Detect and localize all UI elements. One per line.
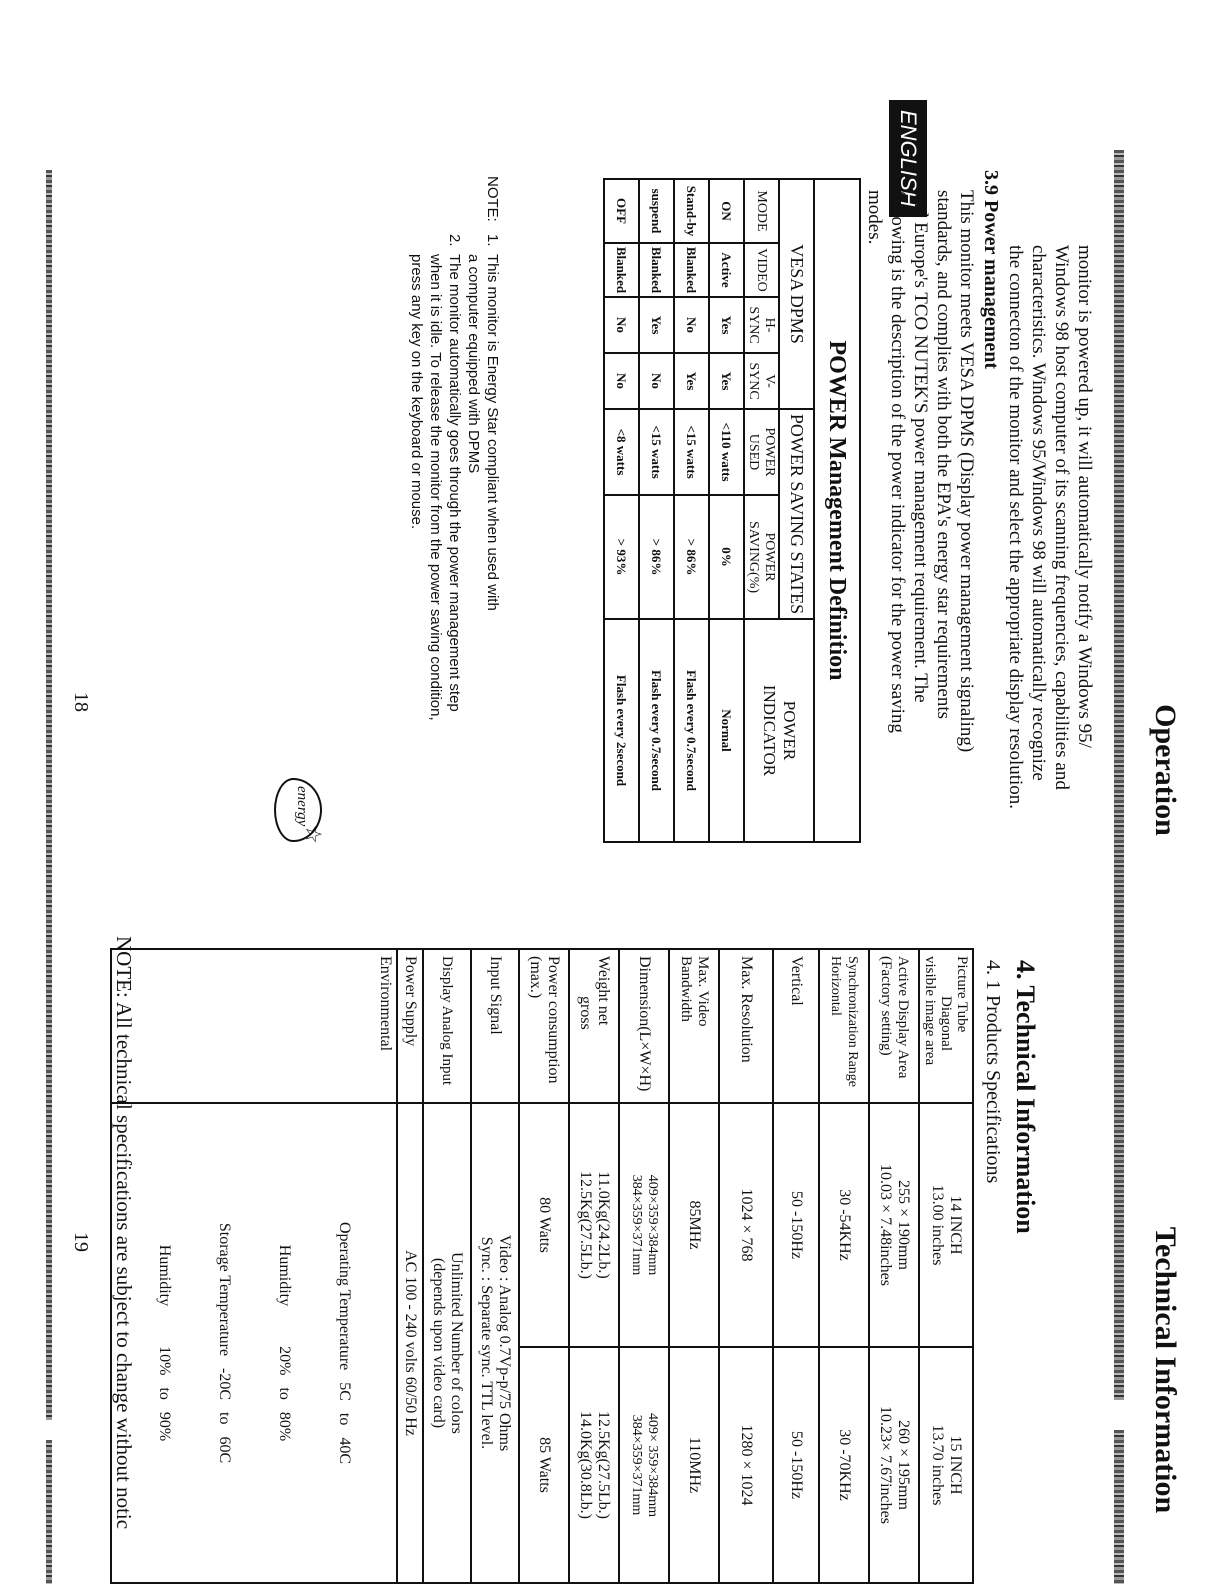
spec-14-inch: 80 Watts [519, 1103, 569, 1347]
cell-power-saving: > 93% [604, 495, 639, 619]
cell-hsync: Yes [639, 297, 674, 353]
spec-14-inch: 409×359×384mm 384×359×371mm [619, 1103, 669, 1347]
cell-vsync: Yes [709, 353, 744, 409]
left-page-number: 18 [70, 692, 92, 712]
spec-label: Environmental [111, 949, 397, 1103]
cell-hsync: No [604, 297, 639, 353]
energy-star-logo [274, 778, 326, 844]
table-row [619, 949, 669, 1583]
right-page-number: 19 [70, 1232, 92, 1252]
cell-vsync: Yes [674, 353, 709, 409]
products-specifications-title: 4. 1 Products Specifications [982, 960, 1004, 1184]
cell-power-used: <110 watts [709, 409, 744, 495]
power-management-title: 3.9 Power management [980, 170, 1002, 370]
note-2-num: 2. [446, 234, 463, 247]
cell-video: Active [709, 243, 744, 297]
para-line: modes. [864, 190, 885, 245]
spec-14-inch: 85MHz [669, 1103, 719, 1347]
table-row [819, 949, 869, 1583]
spec-value-span: Unlimited Number of colors (depends upon video card) [423, 1103, 471, 1583]
indicator-label-1: POWER [780, 700, 799, 761]
spec-15-inch: 15 INCH 13.70 inches [919, 1347, 973, 1583]
spec-label: Max. Video Bandwidth [669, 949, 719, 1103]
spec-15-inch: 12.5Kg(27.5Lb.) 14.0Kg(30.8Lb.) [569, 1347, 619, 1583]
spec-label: Power consumption (max.) [519, 949, 569, 1103]
col-mode: MODE [744, 179, 779, 243]
note-2-line3: press any key on the keyboard or mouse. [408, 254, 425, 530]
table-row [669, 949, 719, 1583]
intro-line: characteristics. Windows 95/Windows 98 will automatically recognize [1028, 245, 1049, 781]
right-footer-band [46, 1440, 52, 1584]
spec-label: Display Analog Input [423, 949, 471, 1103]
left-header-band [1114, 150, 1124, 1400]
spec-label: Active Display Area (Factory setting) [869, 949, 919, 1103]
table-row [869, 949, 919, 1583]
intro-line: Windows 98 host computer of its scanning frequencies, capabilities and [1051, 245, 1072, 790]
para-line: This monitor meets VESA DPMS (Display power management signaling) [956, 190, 977, 753]
spec-15-inch: 85 Watts [519, 1347, 569, 1583]
cell-mode: Stand-by [674, 179, 709, 243]
language-tab: ENGLISH [889, 100, 927, 217]
cell-indicator: Flash every 0.7second [674, 619, 709, 842]
spec-14-inch: 255 × 190mm 10.03 × 7.48inches [869, 1103, 919, 1347]
col-video: VIDEO [744, 243, 779, 297]
para-line: and Europe's TCO NUTEK'S power management requirement. The [910, 190, 931, 703]
right-page-header: Technical Information [1149, 1226, 1182, 1514]
power-management-table [603, 178, 861, 843]
spec-value-span: AC 100 - 240 volts 60/50 Hz [397, 1103, 423, 1583]
spec-value-span: Video : Analog 0.7Vp-p/75 Ohms Sync. : Separate sync. TTL level. [471, 1103, 519, 1583]
right-header-band [1114, 1430, 1124, 1584]
note-1-line2: a computer equipped with DPMS [465, 254, 482, 474]
table-row [471, 949, 519, 1583]
table-row [639, 179, 674, 842]
spec-14-inch: 1024 × 768 [719, 1103, 773, 1347]
cell-video: Blanked [674, 243, 709, 297]
table-row [709, 179, 744, 842]
specifications-table [110, 948, 974, 1584]
cell-power-saving: > 86% [639, 495, 674, 619]
cell-video: Blanked [604, 243, 639, 297]
para-line: following is the description of the power indicator for the power saving [887, 190, 908, 733]
cell-power-used: <15 watts [639, 409, 674, 495]
col-power-used: POWER USED [744, 409, 779, 495]
spec-label: Power Supply [397, 949, 423, 1103]
spec-14-inch: 30 -54KHz [819, 1103, 869, 1347]
group-vesa: VESA DPMS [779, 179, 814, 409]
col-hsync: H-SYNC [744, 297, 779, 353]
spec-14-inch: 14 INCH 13.00 inches [919, 1103, 973, 1347]
star-icon: ☆ [301, 824, 326, 844]
spec-15-inch: 50 -150Hz [773, 1347, 819, 1583]
note-1 [483, 176, 502, 836]
technical-information-title: 4. Technical Information [1011, 960, 1040, 1234]
indicator-label-2: INDICATOR [760, 684, 779, 777]
spec-label: Synchronization Range Horizontal [819, 949, 869, 1103]
cell-mode: suspend [639, 179, 674, 243]
cell-power-used: <15 watts [674, 409, 709, 495]
cell-hsync: No [674, 297, 709, 353]
table-row [397, 949, 423, 1583]
intro-line: monitor is powered up, it will automatically notify a Windows 95/ [1074, 245, 1095, 748]
table-row [719, 949, 773, 1583]
cell-mode: ON [709, 179, 744, 243]
spec-label: Dimension(L×W×H) [619, 949, 669, 1103]
table-row [604, 179, 639, 842]
cell-mode: OFF [604, 179, 639, 243]
cell-vsync: No [604, 353, 639, 409]
group-indicator [744, 619, 814, 842]
cell-power-saving: 0% [709, 495, 744, 619]
col-vsync: V-SYNC [744, 353, 779, 409]
power-notes [407, 176, 502, 836]
spec-label: Picture Tube Diagonal visible image area [919, 949, 973, 1103]
cell-indicator: Flash every 0.7second [639, 619, 674, 842]
environmental-values: Operating Temperature 5C to 40C Humidity 20% to 80% Storage Temperature -20C to 60C Humidity 10% to 90% [111, 1103, 397, 1583]
note-label: NOTE: [484, 176, 501, 222]
cell-video: Blanked [639, 243, 674, 297]
cell-power-saving: > 86% [674, 495, 709, 619]
spec-15-inch: 260 × 195mm 10.23× 7.67inches [869, 1347, 919, 1583]
table-row [773, 949, 819, 1583]
cell-power-used: <8 watts [604, 409, 639, 495]
table-row [519, 949, 569, 1583]
cell-indicator: Flash every 2second [604, 619, 639, 842]
group-saving: POWER SAVING STATES [779, 409, 814, 619]
note-2 [445, 176, 464, 836]
table-row [423, 949, 471, 1583]
cell-hsync: Yes [709, 297, 744, 353]
spec-15-inch: 30 -70KHz [819, 1347, 869, 1583]
cell-vsync: No [639, 353, 674, 409]
spec-label: Max. Resolution [719, 949, 773, 1103]
left-page-header: Operation [1149, 704, 1182, 836]
table-row [111, 949, 397, 1583]
spec-label: Vertical [773, 949, 819, 1103]
table-row [674, 179, 709, 842]
table-row [569, 949, 619, 1583]
col-power-saving: POWER SAVING(%) [744, 495, 779, 619]
note-1-num: 1. [484, 234, 501, 247]
para-line: standards, and complies with both the EPA's energy star requirements [933, 190, 954, 719]
spec-14-inch: 11.0Kg(24.2Lb.) 12.5Kg(27.5Lb.) [569, 1103, 619, 1347]
left-footer-band [46, 170, 52, 1420]
spec-15-inch: 1280 × 1024 [719, 1347, 773, 1583]
specifications-note: NOTE: All technical specifications are subject to change without notic [112, 936, 136, 1530]
spec-15-inch: 110MHz [669, 1347, 719, 1583]
note-2-line2: when it is idle. To release the monitor from the power saving condition, [427, 254, 444, 721]
note-2-text: The monitor automatically goes through the power management step [446, 254, 463, 712]
table-title: POWER Management Definition [814, 179, 860, 842]
spec-label: Weight net gross [569, 949, 619, 1103]
intro-line: the connecton of the monitor and select the appropriate display resolution. [1005, 245, 1026, 810]
spec-label: Input Signal [471, 949, 519, 1103]
note-1-text: This monitor is Energy Star compliant when used with [484, 254, 501, 611]
cell-indicator: Normal [709, 619, 744, 842]
energy-star-logo-text: energy [294, 786, 310, 827]
table-row [919, 949, 973, 1583]
spec-15-inch: 409× 359×384mm 384×359×371mm [619, 1347, 669, 1583]
spec-14-inch: 50 -150Hz [773, 1103, 819, 1347]
